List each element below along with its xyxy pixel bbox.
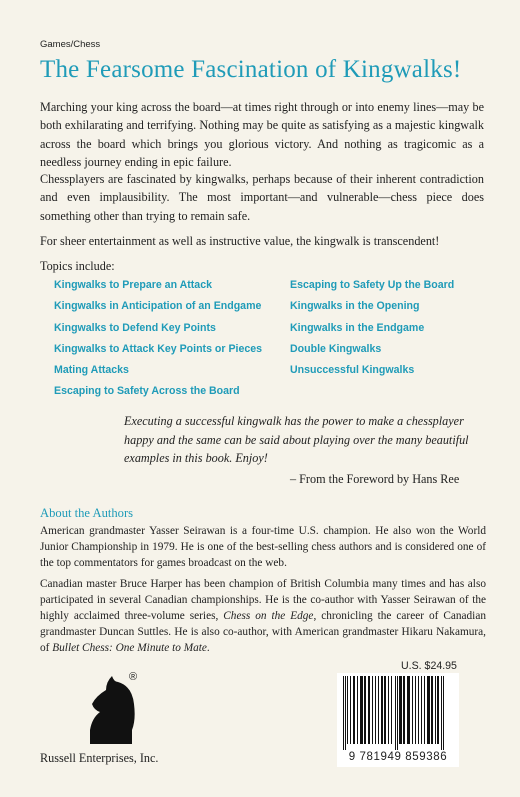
- barcode-bars: [341, 676, 455, 750]
- topic-item: Unsuccessful Kingwalks: [290, 364, 415, 377]
- barcode-bar: [415, 676, 416, 744]
- barcode-bar: [375, 676, 376, 744]
- topic-item: Kingwalks in the Endgame: [290, 321, 425, 334]
- intro-paragraph-2: Chessplayers are fascinated by kingwalks, perhaps because of their inherent contradiction and even implausibility. The most important—and vulnerable—chess piece does something other than trying to remain safe.: [40, 172, 484, 223]
- isbn-digits: 9 781949 859386: [348, 751, 448, 763]
- topic-item: Kingwalks to Defend Key Points: [54, 321, 216, 334]
- barcode-bar: [395, 676, 396, 750]
- barcode-bar: [424, 676, 425, 744]
- topic-item: Escaping to Safety Across the Board: [54, 385, 240, 398]
- barcode-bar: [443, 676, 444, 750]
- barcode-bar: [441, 676, 442, 750]
- topics-list-left: [54, 277, 262, 405]
- barcode-bar: [378, 676, 379, 744]
- topic-item: Kingwalks in the Opening: [290, 300, 420, 313]
- quote-attribution: – From the Foreword by Hans Ree: [290, 472, 460, 486]
- barcode-bar: [431, 676, 433, 744]
- author-bio-harper: [40, 576, 486, 656]
- barcode-bar: [347, 676, 348, 744]
- knight-logo-icon: [80, 668, 150, 748]
- barcode-bar: [403, 676, 405, 744]
- intro-paragraph-3: For sheer entertainment as well as instructive value, the kingwalk is transcendent!: [40, 234, 440, 248]
- barcode-bar: [364, 676, 366, 744]
- barcode-bar: [368, 676, 370, 744]
- bio-text: .: [206, 642, 210, 654]
- barcode-bar: [343, 676, 344, 750]
- topics-heading: Topics include:: [40, 259, 115, 273]
- barcode-bar: [421, 676, 422, 744]
- barcode-bar: [435, 676, 436, 744]
- category-label: Games/Chess: [40, 39, 101, 50]
- barcode-bar: [418, 676, 419, 744]
- registered-mark: ®: [129, 671, 138, 683]
- barcode-bar: [437, 676, 439, 744]
- topic-item: Mating Attacks: [54, 364, 129, 377]
- topic-item: Kingwalks to Prepare an Attack: [54, 279, 212, 291]
- publisher-name: Russell Enterprises, Inc.: [40, 751, 159, 765]
- topics-list-right: [290, 277, 454, 383]
- topic-item: Kingwalks to Attack Key Points or Pieces: [54, 342, 263, 355]
- bio-text: , chronicling the career of Canadian grandmaster Duncan Suttles. He is also co-author, with American grandmaster Hikaru Nakamura, of: [40, 610, 486, 654]
- price-label: U.S. $24.95: [401, 660, 457, 672]
- barcode-bar: [381, 676, 383, 744]
- barcode-bar: [388, 676, 389, 744]
- barcode-bar: [397, 676, 398, 750]
- topic-item: Double Kingwalks: [290, 342, 382, 355]
- barcode-bar: [427, 676, 430, 744]
- topic-item: Escaping to Safety Up the Board: [290, 279, 455, 291]
- barcode-bar: [412, 676, 413, 744]
- cover-title: The Fearsome Fascination of Kingwalks!: [40, 56, 462, 83]
- bio-text: Canadian master Bruce Harper has been champion of British Columbia many times and has also participated in several Canadian championships. He is the co-author with Yasser Seirawan of the highly acclaimed three-volume series,: [40, 578, 486, 622]
- topic-item: Kingwalks in Anticipation of an Endgame: [54, 300, 262, 313]
- about-authors-heading: About the Authors: [40, 506, 134, 520]
- isbn-barcode: [337, 673, 459, 767]
- intro-paragraph-1: Marching your king across the board—at times right through or into enemy lines—may be both exhilarating and terrifying. Nothing may be quite as satisfying as a majestic kingwalk across the board which brings you glorious victory. And nothing as tragicomic as a needless journey ending in epic failure.: [40, 100, 484, 170]
- barcode-bar: [353, 676, 355, 744]
- foreword-quote: Executing a successful kingwalk has the power to make a chessplayer happy and the same can be said about playing over the many beautiful examples in this book. Enjoy!: [124, 414, 469, 466]
- barcode-bar: [391, 676, 392, 744]
- book-title: Bullet Chess: One Minute to Mate: [52, 642, 207, 654]
- author-bio-seirawan: American grandmaster Yasser Seirawan is a four-time U.S. champion. He also won the World Junior Championship in 1979. He is one of the best-selling chess authors and is considered one of the top commentators for games broadcast on the web.: [40, 525, 486, 569]
- barcode-bar: [399, 676, 402, 744]
- barcode-bar: [357, 676, 358, 744]
- book-title: Chess on the Edge: [223, 610, 314, 622]
- barcode-bar: [345, 676, 346, 750]
- barcode-bar: [407, 676, 410, 744]
- barcode-bar: [372, 676, 373, 744]
- barcode-bar: [384, 676, 386, 744]
- barcode-bar: [360, 676, 363, 744]
- barcode-bar: [350, 676, 351, 744]
